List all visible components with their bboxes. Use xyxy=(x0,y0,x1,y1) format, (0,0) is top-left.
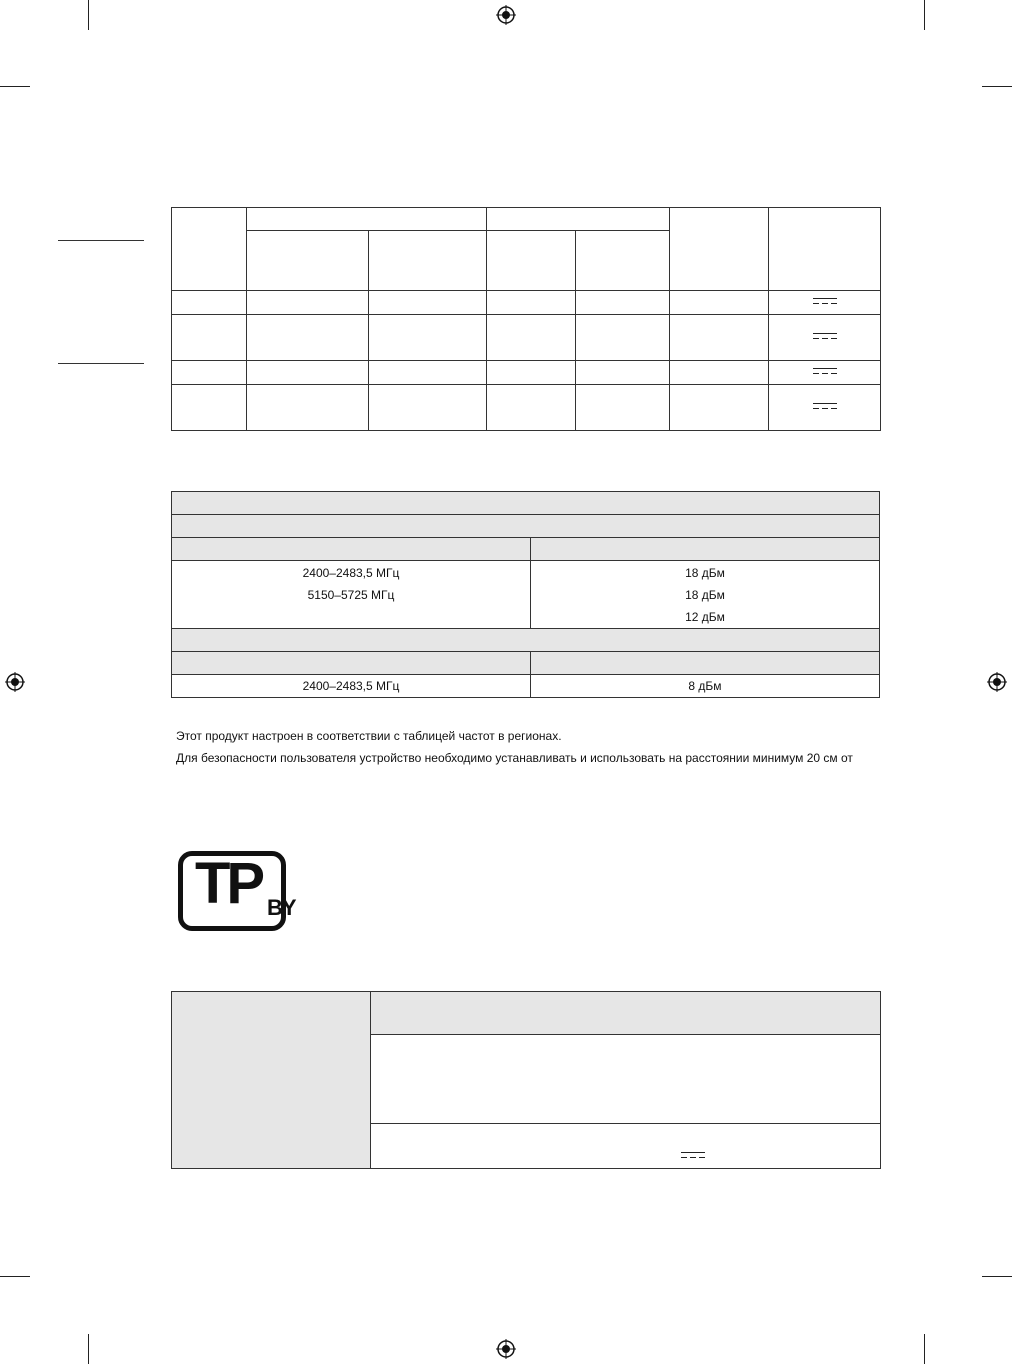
power-value: 8 дБм xyxy=(531,675,880,698)
crop-mark xyxy=(88,1334,89,1364)
crop-mark xyxy=(982,86,1012,87)
spec-header-cell xyxy=(670,208,769,291)
spec-header-cell xyxy=(247,208,487,231)
info-header-cell xyxy=(371,992,881,1035)
crop-mark xyxy=(0,86,30,87)
radio-header-cell xyxy=(172,492,880,515)
radio-header-cell xyxy=(531,652,880,675)
registration-mark-icon xyxy=(496,5,516,25)
crop-mark xyxy=(924,0,925,30)
info-cell xyxy=(371,1035,881,1124)
power-value: 18 дБм xyxy=(685,588,725,602)
table-row xyxy=(172,291,881,315)
spec-header-cell xyxy=(769,208,881,291)
spec-header-cell xyxy=(369,231,487,291)
radio-header-cell xyxy=(172,652,531,675)
table-row xyxy=(172,361,881,385)
dc-symbol-icon xyxy=(813,368,837,376)
registration-mark-icon xyxy=(987,672,1007,692)
dc-symbol-icon xyxy=(681,1152,705,1160)
note-text: Этот продукт настроен в соответствии с таблицей частот в регионах. xyxy=(176,729,562,743)
crop-mark xyxy=(982,1276,1012,1277)
frequency-value: 2400–2483,5 МГц xyxy=(172,675,531,698)
radio-table xyxy=(171,491,880,698)
table-row xyxy=(172,385,881,431)
dc-symbol-icon xyxy=(813,333,837,341)
radio-header-cell xyxy=(531,538,880,561)
info-label-cell xyxy=(172,992,371,1169)
spec-table xyxy=(171,207,881,431)
spec-header-cell xyxy=(576,231,670,291)
info-table xyxy=(171,991,881,1169)
frequency-value: 5150–5725 МГц xyxy=(307,588,395,602)
section-divider xyxy=(58,240,144,241)
power-value: 18 дБм xyxy=(685,566,725,580)
crop-mark xyxy=(924,1334,925,1364)
crop-mark xyxy=(88,0,89,30)
logo-tp-text: TP xyxy=(195,851,262,916)
crop-mark xyxy=(0,1276,30,1277)
spec-header-cell xyxy=(247,231,369,291)
dc-symbol-icon xyxy=(813,403,837,411)
table-row xyxy=(172,561,880,629)
table-row xyxy=(172,315,881,361)
spec-header-cell xyxy=(487,208,670,231)
radio-header-cell xyxy=(172,538,531,561)
registration-mark-icon xyxy=(5,672,25,692)
spec-header-cell xyxy=(172,208,247,291)
tp-by-certification-logo xyxy=(178,851,296,931)
section-divider xyxy=(58,363,144,364)
table-row xyxy=(172,675,880,698)
note-text: Для безопасности пользователя устройство необходимо устанавливать и использовать на расстоянии минимум 20 см от xyxy=(176,751,853,765)
info-cell xyxy=(371,1124,881,1169)
logo-by-text: BY xyxy=(267,895,296,920)
radio-header-cell xyxy=(172,515,880,538)
spec-header-cell xyxy=(487,231,576,291)
power-value: 12 дБм xyxy=(685,610,725,624)
radio-header-cell xyxy=(172,629,880,652)
frequency-value: 2400–2483,5 МГц xyxy=(302,566,400,580)
registration-mark-icon xyxy=(496,1339,516,1359)
dc-symbol-icon xyxy=(813,298,837,306)
